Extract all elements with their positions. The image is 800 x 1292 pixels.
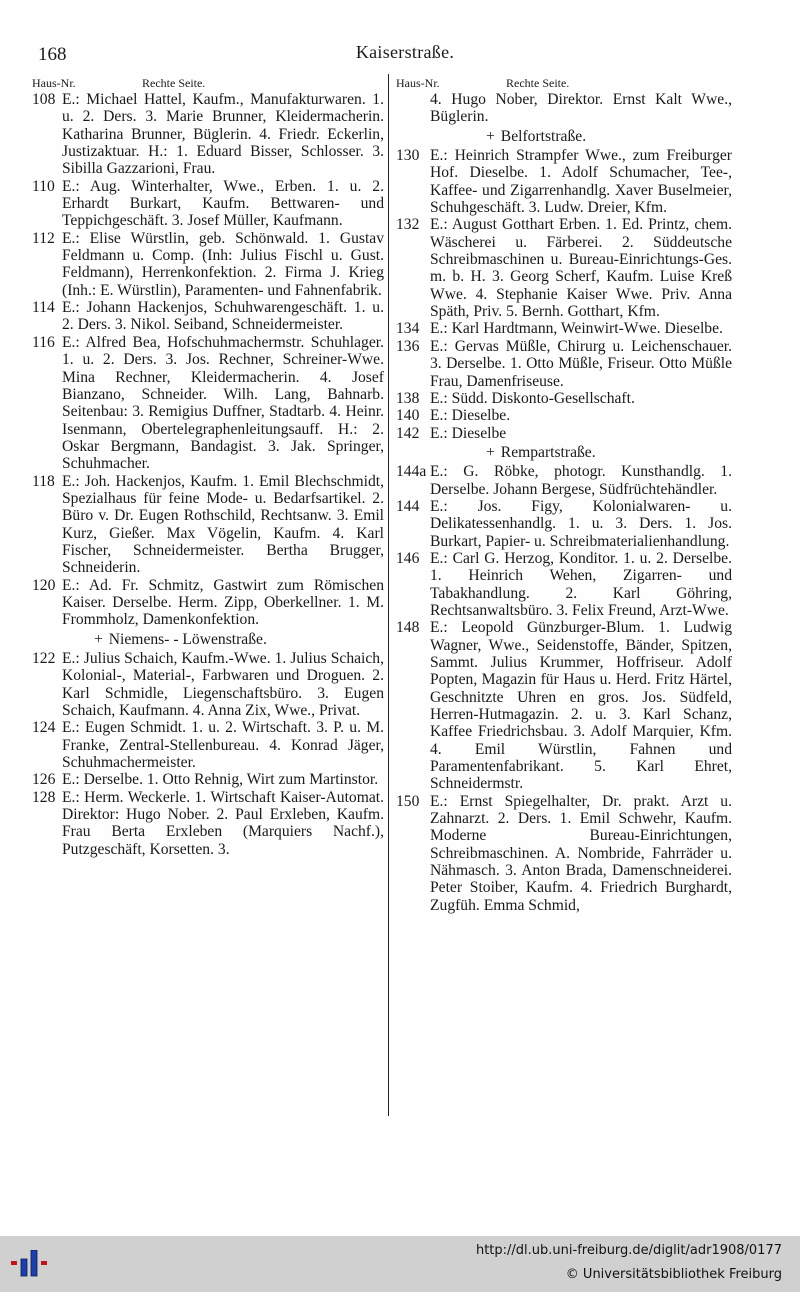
entry-text: E.: Alfred Bea, Hofschuhmachermstr. Schuhlager. 1. u. 2. Ders. 3. Jos. Rechner, Schreiner-Wwe. Mina Rechner, Kleidermacherin. 4. Josef Bianzano, Schneider. Wilh. Lang, Bahnarb. Seitenbau: 3. Remigius Duffner, Stadtarb. 4. Heinr. Isenmann, Obertelegraphenleitungsauff. H.: 2. Oskar Bergmann, Bandagist. 3. Jak. Springer, Schuhmacher. <box>62 333 384 473</box>
cross-street-name: Niemens- - Löwenstraße. <box>108 630 267 648</box>
house-number: 150 <box>396 792 420 810</box>
cross-street-heading <box>396 442 732 463</box>
right-column <box>396 72 732 914</box>
running-head: Kaiserstraße. <box>355 42 455 62</box>
house-number: 124 <box>32 719 56 737</box>
address-entry <box>32 789 384 858</box>
left-entries <box>32 91 384 858</box>
house-number: 108 <box>32 91 56 108</box>
permalink-url[interactable]: http://dl.ub.uni-freiburg.de/diglit/adr1908/0177 <box>475 1243 782 1258</box>
address-entry <box>32 178 384 230</box>
logo-blue-bar-short <box>21 1259 27 1276</box>
logo-blue-bar-tall <box>31 1250 37 1276</box>
side-header: Rechte Seite. <box>506 76 570 90</box>
cross-marker-icon: + <box>486 127 495 145</box>
house-number: 144a <box>396 463 427 481</box>
logo-red-dash-right <box>41 1261 47 1265</box>
house-number: 140 <box>396 407 420 425</box>
entry-text: E.: Elise Würstlin, geb. Schönwald. 1. Gustav Feldmann u. Comp. (Inh: Julius Fischl u. Gust. Feldmann), Herrenkonfektion. 2. Firma J. Krieg (Inh.: E. Würstlin), Paramenten- und Fahnenfabrik. <box>62 229 384 299</box>
address-entry <box>396 407 732 424</box>
viewer-footer <box>0 1236 800 1292</box>
house-number-header: Haus-Nr. <box>32 76 76 90</box>
entry-text: E.: Dieselbe <box>430 424 507 442</box>
column-divider <box>388 74 389 1116</box>
house-number: 112 <box>32 229 55 247</box>
house-number: 136 <box>396 337 420 355</box>
address-entry <box>396 390 732 407</box>
house-number: 142 <box>396 424 420 442</box>
entry-text: E.: Johann Hackenjos, Schuhwarengeschäft. 1. u. 2. Ders. 3. Nikol. Seiband, Schneidermeister. <box>62 299 384 334</box>
column-header <box>396 72 732 91</box>
page-number: 168 <box>38 44 67 65</box>
entry-text: E.: Joh. Hackenjos, Kaufm. 1. Emil Blechschmidt, Spezialhaus für feine Mode- u. Bedarfsartikel. 2. Büro v. Dr. Eugen Rothschild, Rechtsanw. 3. Emil Kurz, Gießer. Max Vögelin, Kaufm. 4. Karl Fischer, Schneidermeister. Bertha Brugger, Schneiderin. <box>62 472 384 577</box>
ub-freiburg-logo-icon[interactable] <box>10 1250 52 1278</box>
entry-text: E.: Gervas Müßle, Chirurg u. Leichenschauer. 3. Derselbe. 1. Otto Müßle, Friseur. Otto Müßle Frau, Damenfriseuse. <box>430 337 732 390</box>
cross-marker-icon: + <box>94 630 103 648</box>
house-number: 130 <box>396 147 420 165</box>
logo-red-dash-left <box>11 1261 17 1265</box>
address-entry <box>396 338 732 390</box>
entry-text: E.: Leopold Günzburger-Blum. 1. Ludwig Wagner, Wwe., Seidenstoffe, Bänder, Spitzen, Sammt. Julius Krummer, Hoffriseur. Adolf Popten, Magazin für Haus u. Herd. Fritz Härtel, Geschnitzte Uhren en gros. Jos. Südfeld, Herren-Hutmagazin. 2. u. 3. Karl Schanz, Kaffee Friedrichsbau. 3. Adolf Marquier, Kfm. 4. Emil Würstlin, Fahnen und Paramentenfabrikant. 5. Karl Ehret, Schneidermstr. <box>430 619 732 793</box>
house-number <box>396 91 430 126</box>
cross-street-name: Rempartstraße. <box>500 443 596 461</box>
copyright-notice: © Universitätsbibliothek Freiburg <box>565 1267 782 1282</box>
address-entry <box>396 91 732 126</box>
column-header <box>32 72 384 91</box>
house-number: 126 <box>32 771 56 789</box>
house-number: 138 <box>396 389 420 407</box>
entry-text: E.: G. Röbke, photogr. Kunsthandlg. 1. Derselbe. Johann Bergese, Südfrüchtehändler. <box>430 463 732 498</box>
house-number: 120 <box>32 576 56 594</box>
house-number: 122 <box>32 650 56 667</box>
address-entry <box>396 793 732 914</box>
address-entry <box>32 334 384 473</box>
cross-street-name: Belfortstraße. <box>500 127 587 145</box>
address-entry <box>396 320 732 337</box>
entry-text: E.: Südd. Diskonto-Gesellschaft. <box>430 389 635 407</box>
entry-text: E.: Julius Schaich, Kaufm.-Wwe. 1. Julius Schaich, Kolonial-, Material-, Farbwaren und Droguen. 2. Karl Schmidle, Liegenschaftsbüro. 3. Eugen Schaich, Kaufmann. 4. Anna Zix, Wwe., Privat. <box>62 650 384 720</box>
entry-text: 4. Hugo Nober, Direktor. Ernst Kalt Wwe., Büglerin. <box>430 91 732 126</box>
house-number: 134 <box>396 320 420 338</box>
cross-street-heading <box>396 126 732 147</box>
entry-text: E.: Jos. Figy, Kolonialwaren- u. Delikatessenhandlg. 1. u. 3. Ders. 1. Jos. Burkart, Papier- u. Schreibmaterialienhandlung. <box>430 497 732 550</box>
address-entry <box>396 619 732 792</box>
cross-marker-icon: + <box>486 443 495 461</box>
house-number: 144 <box>396 497 420 515</box>
address-entry <box>396 498 732 550</box>
address-entry <box>32 299 384 334</box>
entry-text: E.: Herm. Weckerle. 1. Wirtschaft Kaiser-Automat. Direktor: Hugo Nober. 2. Paul Erxleben, Kaufm. Frau Berta Erxleben (Marquiers Nachf.), Putzgeschäft, Korsetten. 3. <box>62 788 384 858</box>
right-entries <box>396 91 732 914</box>
cross-street-heading <box>32 629 384 650</box>
house-number: 110 <box>32 177 55 195</box>
address-entry <box>32 577 384 629</box>
house-number: 114 <box>32 299 55 317</box>
address-entry <box>396 463 732 498</box>
entry-text: E.: Aug. Winterhalter, Wwe., Erben. 1. u. 2. Erhardt Burkart, Kaufm. Bettwaren- und Teppichgeschäft. 3. Josef Müller, Kaufmann. <box>62 177 384 230</box>
house-number: 118 <box>32 472 55 490</box>
house-number: 132 <box>396 216 420 234</box>
address-entry <box>396 216 732 320</box>
entry-text: E.: Ad. Fr. Schmitz, Gastwirt zum Römischen Kaiser. Derselbe. Herm. Zipp, Oberkellner. 1. M. Frommholz, Damenkonfektion. <box>62 576 384 629</box>
entry-text: E.: August Gotthart Erben. 1. Ed. Printz, chem. Wäscherei u. Färberei. 2. Süddeutsche Schreibmaschinen u. Bureau-Einrichtungs-Ges. m. b. H. 3. Georg Scherf, Kaufm. Luise Kreß Wwe. 4. Stephanie Kaiser Wwe. Priv. Anna Späth, Priv. 5. Bernh. Gotthart, Kfm. <box>430 216 732 321</box>
address-entry <box>32 650 384 719</box>
address-entry <box>32 473 384 577</box>
house-number: 128 <box>32 788 56 806</box>
entry-text: E.: Heinrich Strampfer Wwe., zum Freiburger Hof. Dieselbe. 1. Adolf Schumacher, Tee-, Kaffee- und Zigarrenhandlg. Xaver Buselmeier, Schuhgeschäft. 3. Ludw. Dreier, Kfm. <box>430 147 732 217</box>
address-entry <box>32 91 384 178</box>
house-number-header: Haus-Nr. <box>396 76 440 90</box>
address-entry <box>32 719 384 771</box>
entry-text: E.: Dieselbe. <box>430 407 511 425</box>
house-number: 116 <box>32 333 55 351</box>
left-column <box>32 72 384 858</box>
entry-text: E.: Michael Hattel, Kaufm., Manufakturwaren. 1. u. 2. Ders. 3. Marie Brunner, Kleidermacherin. Katharina Brunner, Büglerin. 4. Friedr. Eckerlin, Justizaktuar. H.: 1. Eduard Bisser, Schlosser. 3. Sibilla Gazzarioni, Frau. <box>62 91 384 178</box>
address-entry <box>32 771 384 788</box>
side-header: Rechte Seite. <box>142 76 206 90</box>
address-entry <box>396 550 732 619</box>
entry-text: E.: Derselbe. 1. Otto Rehnig, Wirt zum Martinstor. <box>62 771 379 789</box>
entry-text: E.: Eugen Schmidt. 1. u. 2. Wirtschaft. 3. P. u. M. Franke, Zentral-Stellenbureau. 4. Konrad Jäger, Schuhmachermeister. <box>62 719 384 772</box>
address-entry <box>396 425 732 442</box>
house-number: 146 <box>396 549 420 567</box>
entry-text: E.: Ernst Spiegelhalter, Dr. prakt. Arzt u. Zahnarzt. 2. Ders. 1. Emil Schwehr, Kaufm. Moderne Bureau-Einrichtungen, Schreibmaschinen. A. Nombride, Fahrräder u. Nähmasch. 3. Anton Brada, Damenschneiderei. Peter Stoiber, Kaufm. 4. Friedrich Burghardt, Zugfüh. Emma Schmid, <box>430 792 732 914</box>
address-entry <box>32 230 384 299</box>
house-number: 148 <box>396 619 420 637</box>
entry-text: E.: Karl Hardtmann, Weinwirt-Wwe. Dieselbe. <box>430 320 723 338</box>
address-entry <box>396 147 732 216</box>
entry-text: E.: Carl G. Herzog, Konditor. 1. u. 2. Derselbe. 1. Heinrich Wehen, Zigarren- und Tabakhandlung. 2. Karl Göhring, Rechtsanwaltsbüro. 3. Felix Freund, Arzt-Wwe. <box>430 549 732 619</box>
